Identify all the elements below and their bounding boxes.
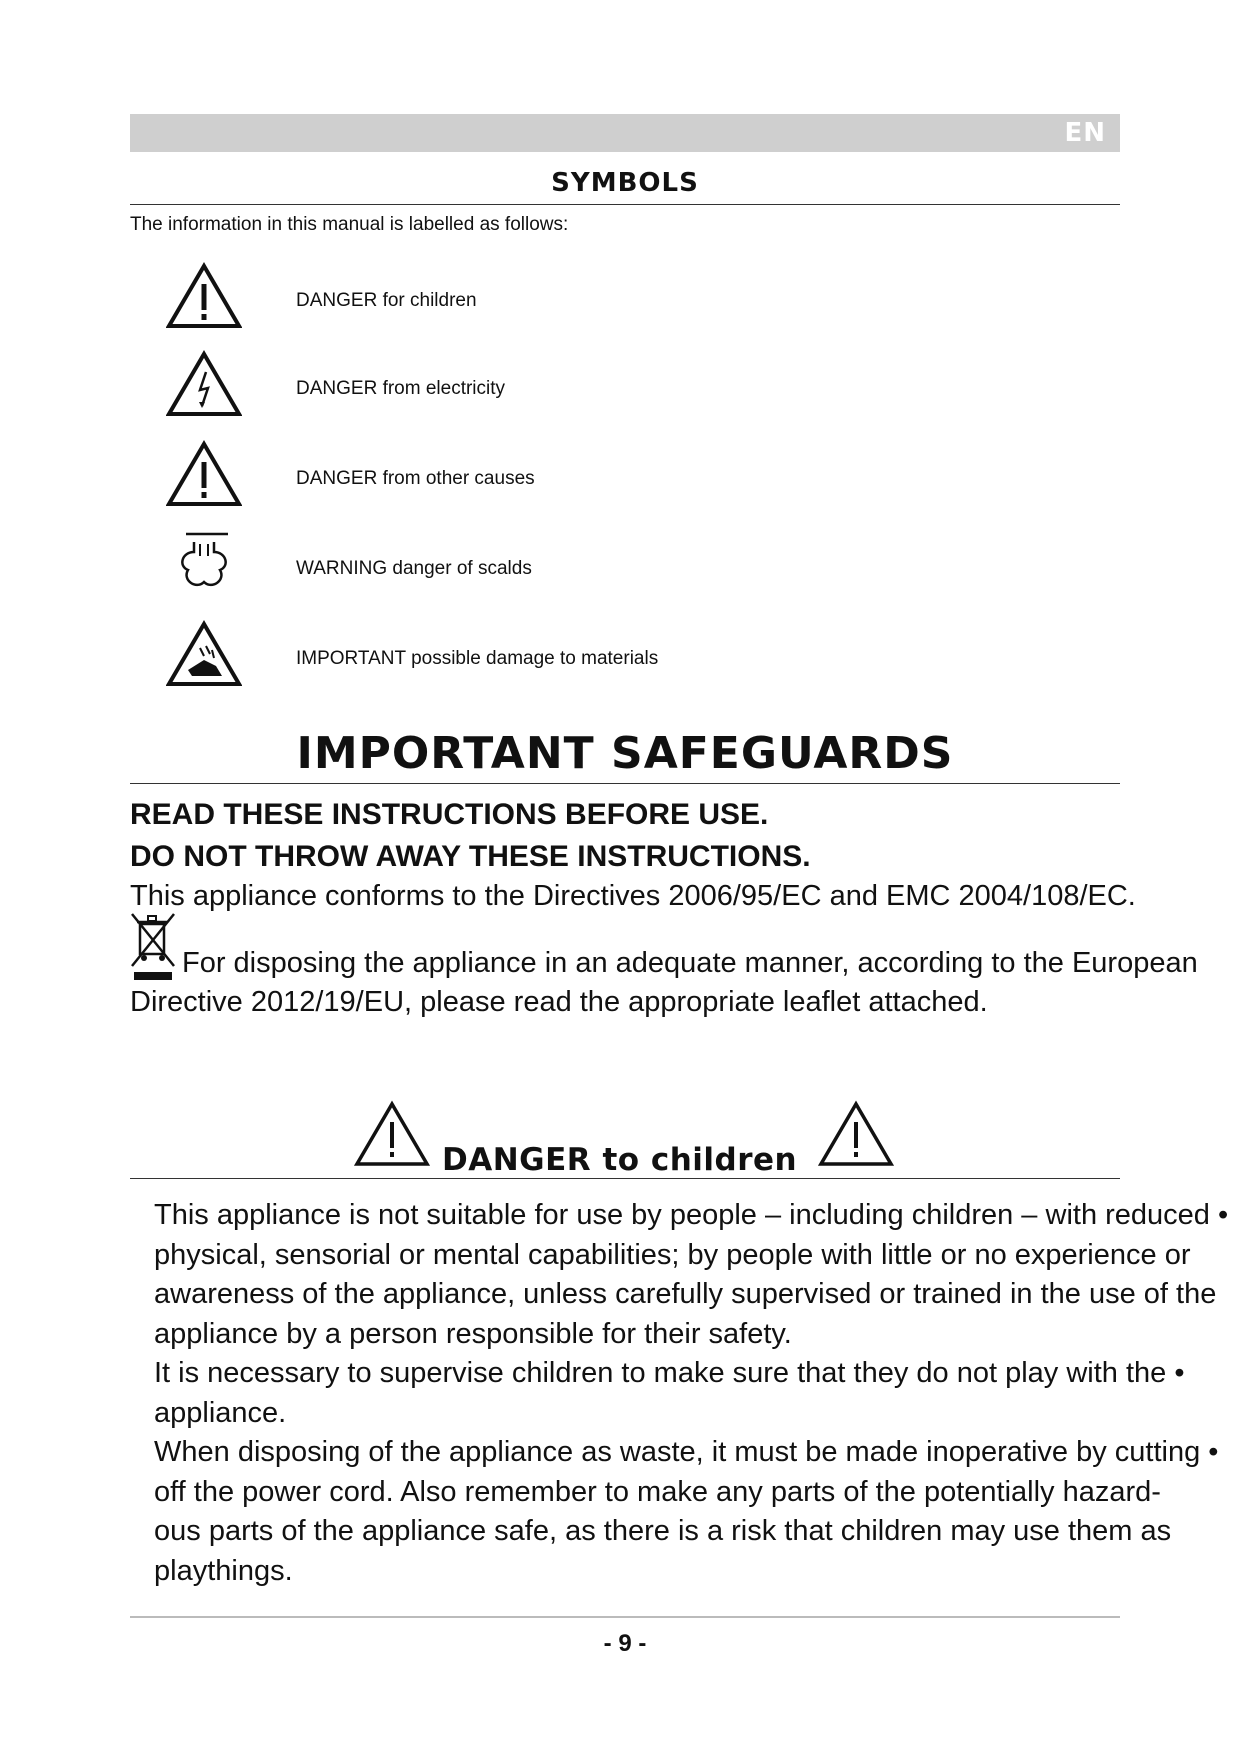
text-line: awareness of the appliance, unless carefully supervised or trained in the use of the (154, 1278, 1217, 1310)
symbols-intro: The information in this manual is labelled as follows: (130, 214, 569, 235)
symbol-row-danger-electricity (160, 350, 960, 430)
divider (130, 1178, 1120, 1179)
language-bar (130, 114, 1120, 152)
symbol-label: DANGER from electricity (296, 378, 506, 399)
symbol-row-danger-other (160, 440, 960, 520)
symbol-label: WARNING danger of scalds (296, 558, 532, 579)
damage-hand-triangle-icon (166, 620, 242, 688)
text-line: off the power cord. Also remember to make any parts of the potentially hazard- (154, 1475, 1161, 1508)
safeguards-title: IMPORTANT SAFEGUARDS (296, 728, 954, 779)
text-line: physical, sensorial or mental capabilities; by people with little or no experience or (154, 1238, 1191, 1271)
symbol-label: DANGER from other causes (296, 468, 535, 489)
text-line: ous parts of the appliance safe, as there is a risk that children may use them as (154, 1515, 1172, 1547)
symbols-title: SYMBOLS (551, 168, 699, 198)
symbol-row-scalds (160, 530, 960, 610)
warning-triangle-icon (166, 262, 242, 330)
electric-triangle-icon (166, 350, 242, 418)
danger-children-heading (130, 1100, 1120, 1178)
page-number: - 9 - (603, 1630, 647, 1657)
disposal-line: For disposing the appliance in an adequate manner, according to the European (182, 947, 1198, 979)
warning-triangle-icon (818, 1100, 894, 1168)
text-line: When disposing of the appliance as waste, it must be made inoperative by cutting • (154, 1436, 1219, 1468)
footer-divider (130, 1616, 1120, 1618)
text-line: This appliance is not suitable for use by people – including children – with reduced • (154, 1199, 1229, 1231)
symbol-label: IMPORTANT possible damage to materials (296, 648, 659, 669)
text-line: It is necessary to supervise children to make sure that they do not play with the • (154, 1357, 1185, 1389)
text-line: appliance. (154, 1396, 287, 1429)
danger-children-paragraph (154, 1196, 1229, 1591)
disposal-text (130, 944, 1198, 1022)
symbol-row-danger-children (160, 262, 960, 342)
danger-children-title: DANGER to children (442, 1142, 798, 1178)
disposal-line: Directive 2012/19/EU, please read the appropriate leaflet attached. (130, 986, 988, 1018)
divider (130, 783, 1120, 784)
text-line: playthings. (154, 1554, 293, 1587)
text-line: appliance by a person responsible for their safety. (154, 1317, 792, 1350)
keep-instructions-line: DO NOT THROW AWAY THESE INSTRUCTIONS. (130, 840, 811, 873)
read-instructions-line: READ THESE INSTRUCTIONS BEFORE USE. (130, 798, 769, 831)
symbol-label: DANGER for children (296, 290, 477, 311)
conformity-text: This appliance conforms to the Directives 2006/95/EC and EMC 2004/108/EC. (130, 880, 1136, 912)
symbol-row-damage (160, 620, 960, 700)
divider (130, 204, 1120, 205)
warning-triangle-icon (354, 1100, 430, 1168)
language-code: EN (1064, 118, 1106, 148)
scald-steam-icon (166, 530, 242, 598)
warning-triangle-icon (166, 440, 242, 508)
